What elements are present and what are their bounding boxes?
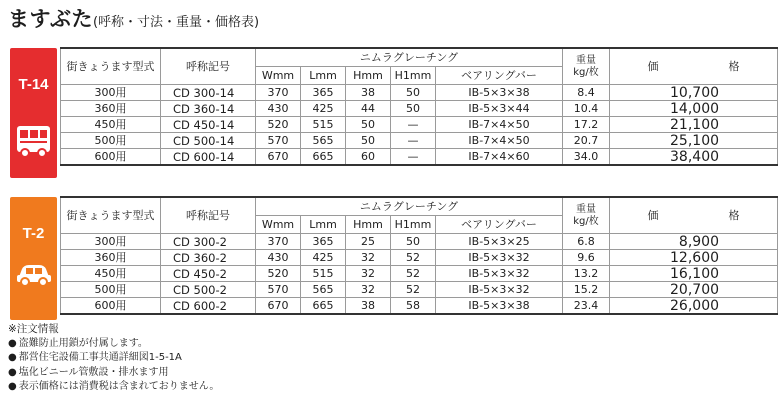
cell-model: 600用	[61, 149, 161, 166]
cell-w: 430	[256, 101, 301, 117]
header-weight-top: 重量	[576, 203, 597, 215]
bullet-icon: ●	[8, 381, 17, 392]
cell-code: CD 450-14	[161, 117, 256, 133]
spec-table-t2	[60, 196, 778, 315]
badge-label: T-2	[22, 225, 45, 242]
cell-bar: IB-5×3×32	[436, 250, 563, 266]
cell-price: 25,100	[610, 133, 778, 149]
header-price	[610, 197, 778, 234]
table-row	[61, 101, 778, 117]
cell-price: 20,700	[610, 282, 778, 298]
page-title	[8, 3, 259, 33]
cell-l: 425	[301, 101, 346, 117]
table-row	[61, 149, 778, 166]
header-h1: H1mm	[391, 216, 436, 234]
cell-kg: 9.6	[563, 250, 610, 266]
cell-w: 430	[256, 250, 301, 266]
cell-l: 665	[301, 149, 346, 166]
cell-bar: IB-5×3×38	[436, 85, 563, 101]
cell-l: 515	[301, 117, 346, 133]
cell-model: 360用	[61, 250, 161, 266]
car-icon	[16, 259, 52, 287]
cell-price: 38,400	[610, 149, 778, 166]
header-weight-top: 重量	[576, 54, 597, 66]
cell-model: 450用	[61, 266, 161, 282]
list-item	[8, 380, 219, 395]
cell-bar: IB-7×4×50	[436, 117, 563, 133]
header-bar: ベアリングバー	[436, 67, 563, 85]
bullet-icon: ●	[8, 352, 17, 363]
spec-table-t14	[60, 47, 778, 166]
header-h: Hmm	[346, 67, 391, 85]
cell-kg: 17.2	[563, 117, 610, 133]
bullet-icon: ●	[8, 337, 17, 349]
cell-bar: IB-5×3×32	[436, 266, 563, 282]
cell-h1: 52	[391, 266, 436, 282]
cell-price: 8,900	[610, 234, 778, 250]
cell-code: CD 300-2	[161, 234, 256, 250]
cell-code: CD 360-2	[161, 250, 256, 266]
cell-l: 565	[301, 133, 346, 149]
list-item	[8, 337, 219, 352]
cell-w: 670	[256, 149, 301, 166]
cell-l: 425	[301, 250, 346, 266]
cell-bar: IB-7×4×50	[436, 133, 563, 149]
cell-l: 365	[301, 85, 346, 101]
order-notes	[8, 322, 219, 395]
table-row	[61, 117, 778, 133]
cell-h1: —	[391, 133, 436, 149]
note-text: 塩化ビニール管敷設・排水ます用	[18, 366, 169, 378]
header-h: Hmm	[346, 216, 391, 234]
cell-kg: 8.4	[563, 85, 610, 101]
header-model: 街きょうます型式	[61, 197, 161, 234]
header-w: Wmm	[256, 216, 301, 234]
cell-model: 300用	[61, 85, 161, 101]
cell-w: 570	[256, 133, 301, 149]
cell-w: 670	[256, 298, 301, 315]
header-h1: H1mm	[391, 67, 436, 85]
cell-code: CD 300-14	[161, 85, 256, 101]
cell-kg: 20.7	[563, 133, 610, 149]
header-l: Lmm	[301, 67, 346, 85]
header-bar: ベアリングバー	[436, 216, 563, 234]
cell-model: 300用	[61, 234, 161, 250]
header-weight	[563, 197, 610, 234]
table-row	[61, 133, 778, 149]
load-class-badge-t14	[10, 48, 57, 178]
cell-bar: IB-5×3×38	[436, 298, 563, 315]
note-text: 盗難防止用鎖が付属します。	[18, 337, 148, 349]
cell-w: 370	[256, 234, 301, 250]
header-price-a: 価	[647, 59, 659, 73]
cell-h1: 52	[391, 250, 436, 266]
load-class-badge-t2	[10, 197, 57, 320]
cell-h: 38	[346, 85, 391, 101]
cell-code: CD 450-2	[161, 266, 256, 282]
cell-code: CD 600-14	[161, 149, 256, 166]
note-text: 表示価格には消費税は含まれておりません。	[18, 381, 220, 392]
cell-price: 26,000	[610, 298, 778, 315]
badge-label: T-14	[18, 76, 49, 93]
cell-bar: IB-5×3×44	[436, 101, 563, 117]
cell-w: 520	[256, 117, 301, 133]
cell-h1: 52	[391, 282, 436, 298]
cell-kg: 15.2	[563, 282, 610, 298]
cell-h: 44	[346, 101, 391, 117]
cell-w: 570	[256, 282, 301, 298]
cell-w: 520	[256, 266, 301, 282]
cell-h1: 58	[391, 298, 436, 315]
cell-h1: 50	[391, 85, 436, 101]
cell-kg: 34.0	[563, 149, 610, 166]
cell-bar: IB-5×3×32	[436, 282, 563, 298]
header-weight-unit: kg/枚	[573, 215, 599, 227]
cell-price: 12,600	[610, 250, 778, 266]
table-row	[61, 85, 778, 101]
cell-l: 665	[301, 298, 346, 315]
cell-h: 25	[346, 234, 391, 250]
header-l: Lmm	[301, 216, 346, 234]
header-price-b: 格	[728, 208, 740, 222]
cell-code: CD 500-2	[161, 282, 256, 298]
cell-h: 38	[346, 298, 391, 315]
header-code: 呼称記号	[161, 197, 256, 234]
cell-h: 32	[346, 266, 391, 282]
table-row	[61, 298, 778, 315]
title-subtitle: (呼称・寸法・重量・価格表)	[92, 15, 260, 30]
cell-h1: —	[391, 117, 436, 133]
notes-heading: ※注文情報	[8, 323, 59, 335]
bullet-icon: ●	[8, 366, 17, 378]
cell-l: 365	[301, 234, 346, 250]
header-w: Wmm	[256, 67, 301, 85]
header-model: 街きょうます型式	[61, 48, 161, 85]
table-row	[61, 266, 778, 282]
cell-price: 21,100	[610, 117, 778, 133]
header-weight	[563, 48, 610, 85]
cell-model: 450用	[61, 117, 161, 133]
cell-h: 50	[346, 117, 391, 133]
cell-model: 600用	[61, 298, 161, 315]
header-code: 呼称記号	[161, 48, 256, 85]
cell-l: 565	[301, 282, 346, 298]
cell-h1: 50	[391, 234, 436, 250]
cell-code: CD 360-14	[161, 101, 256, 117]
cell-kg: 13.2	[563, 266, 610, 282]
cell-model: 500用	[61, 282, 161, 298]
note-text: 都営住宅設備工事共通詳細図1-5-1A	[18, 352, 182, 363]
header-price	[610, 48, 778, 85]
list-item	[8, 366, 219, 381]
cell-kg: 6.8	[563, 234, 610, 250]
list-item	[8, 351, 219, 366]
cell-price: 10,700	[610, 85, 778, 101]
cell-h: 32	[346, 250, 391, 266]
cell-price: 16,100	[610, 266, 778, 282]
cell-bar: IB-7×4×60	[436, 149, 563, 166]
cell-model: 500用	[61, 133, 161, 149]
table-row	[61, 234, 778, 250]
bus-icon	[16, 124, 51, 158]
cell-w: 370	[256, 85, 301, 101]
cell-code: CD 500-14	[161, 133, 256, 149]
cell-h1: 50	[391, 101, 436, 117]
header-grating: ニムラグレーチング	[256, 48, 563, 67]
title-main: ますぶた	[8, 7, 93, 31]
cell-bar: IB-5×3×25	[436, 234, 563, 250]
header-weight-unit: kg/枚	[573, 66, 599, 78]
cell-price: 14,000	[610, 101, 778, 117]
cell-l: 515	[301, 266, 346, 282]
cell-kg: 23.4	[563, 298, 610, 315]
header-price-a: 価	[647, 208, 659, 222]
cell-h1: —	[391, 149, 436, 166]
table-row	[61, 282, 778, 298]
cell-kg: 10.4	[563, 101, 610, 117]
cell-h: 50	[346, 133, 391, 149]
header-price-b: 格	[728, 59, 740, 73]
cell-model: 360用	[61, 101, 161, 117]
cell-code: CD 600-2	[161, 298, 256, 315]
header-grating: ニムラグレーチング	[256, 197, 563, 216]
cell-h: 32	[346, 282, 391, 298]
table-row	[61, 250, 778, 266]
cell-h: 60	[346, 149, 391, 166]
